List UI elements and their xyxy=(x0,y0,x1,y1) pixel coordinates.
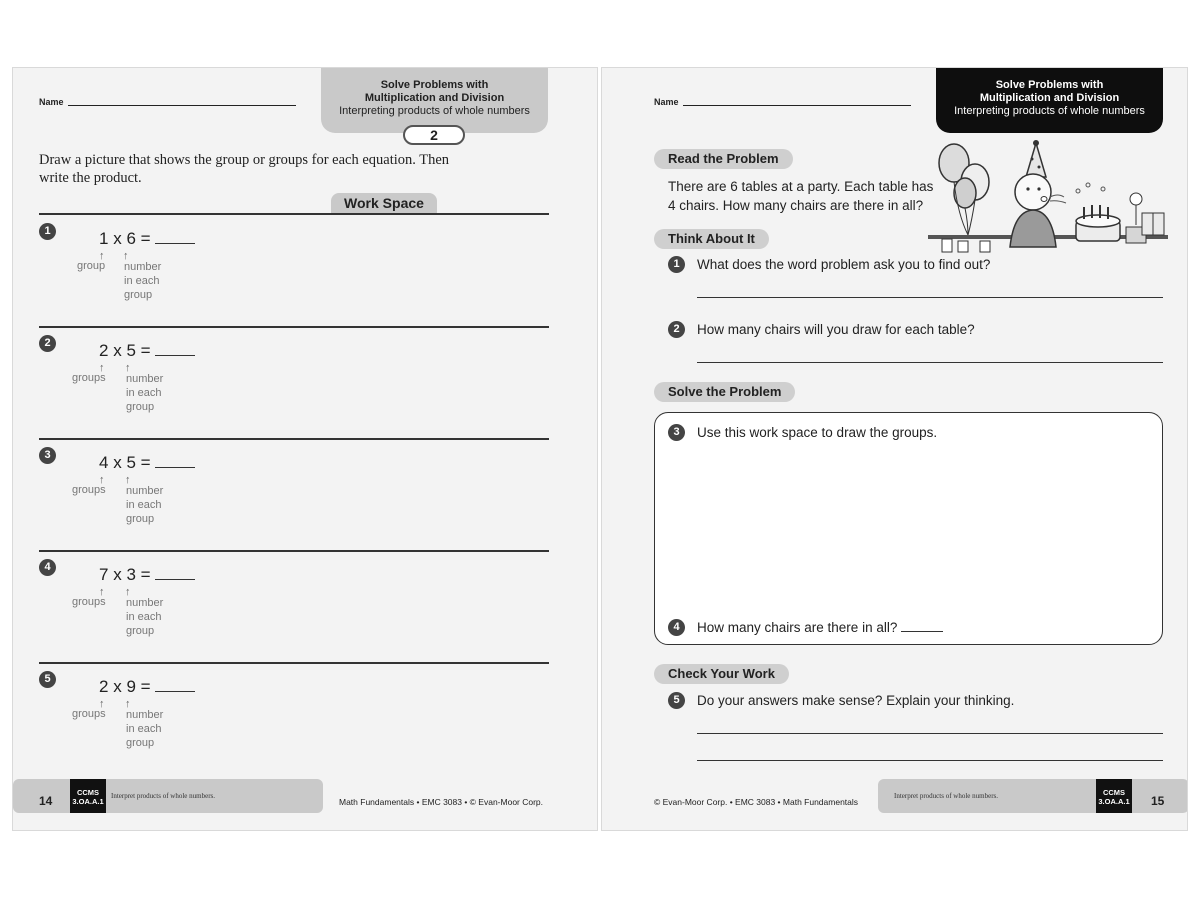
up-arrow-icon: ↑ xyxy=(99,362,105,374)
question-number-badge: 2 xyxy=(668,321,685,338)
right-worksheet-page xyxy=(601,67,1188,831)
name-label: Name xyxy=(654,97,679,107)
page-number: 14 xyxy=(39,794,53,808)
problem-1 xyxy=(39,223,339,323)
count-each: 3 xyxy=(126,565,136,584)
equals-sign: = xyxy=(140,677,151,696)
answer-line[interactable] xyxy=(697,362,1163,363)
problem-3 xyxy=(39,447,339,547)
name-line xyxy=(68,105,296,106)
up-arrow-icon: ↑ xyxy=(99,474,105,486)
answer-blank[interactable] xyxy=(155,454,195,468)
group-label: groups xyxy=(72,596,106,608)
up-arrow-icon: ↑ xyxy=(125,698,131,710)
lesson-title-line2: Multiplication and Division xyxy=(979,92,1120,104)
question-number-badge: 3 xyxy=(668,424,685,441)
problem-4 xyxy=(39,559,339,659)
up-arrow-icon: ↑ xyxy=(99,586,105,598)
problem-number-badge: 3 xyxy=(39,447,56,464)
drawing-work-space[interactable] xyxy=(654,412,1163,645)
unit-number-badge: 2 xyxy=(403,125,465,145)
lesson-subtitle: Interpreting products of whole numbers xyxy=(954,105,1145,117)
group-count: 2 xyxy=(99,341,109,360)
problem-5 xyxy=(39,671,339,771)
equals-sign: = xyxy=(140,341,151,360)
divider-line xyxy=(39,326,549,328)
equation xyxy=(99,677,195,697)
question-3: Use this work space to draw the groups. xyxy=(697,425,938,440)
up-arrow-icon: ↑ xyxy=(125,474,131,486)
answer-line[interactable] xyxy=(697,733,1163,734)
label-line: in each xyxy=(126,723,162,735)
label-line: group xyxy=(126,737,155,749)
count-each: 9 xyxy=(126,677,136,696)
work-space-label: Work Space xyxy=(331,193,437,213)
page-number: 15 xyxy=(1151,794,1165,808)
group-count: 7 xyxy=(99,565,109,584)
question-2: How many chairs will you draw for each table? xyxy=(697,322,975,337)
think-about-it-heading: Think About It xyxy=(654,229,769,249)
label-line: in each xyxy=(126,387,162,399)
label-line: group xyxy=(126,625,155,637)
equals-sign: = xyxy=(140,229,151,248)
count-each: 5 xyxy=(126,453,136,472)
answer-line[interactable] xyxy=(697,297,1163,298)
label-line: number xyxy=(126,485,164,497)
lesson-title-line1: Solve Problems with xyxy=(380,79,489,91)
equation xyxy=(99,565,195,585)
divider-line xyxy=(39,550,549,552)
ccms-code: 3.OA.A.1 xyxy=(72,797,104,806)
equation xyxy=(99,229,195,249)
label-line: group xyxy=(126,401,155,413)
lesson-subtitle: Interpreting products of whole numbers xyxy=(339,105,530,117)
question-number-badge: 1 xyxy=(668,256,685,273)
divider-line xyxy=(39,438,549,440)
answer-blank[interactable] xyxy=(155,230,195,244)
number-in-each-label xyxy=(124,260,184,302)
lesson-title-line2: Multiplication and Division xyxy=(364,92,505,104)
solve-the-problem-heading: Solve the Problem xyxy=(654,382,795,402)
group-count: 2 xyxy=(99,677,109,696)
equation xyxy=(99,341,195,361)
label-line: number xyxy=(126,597,164,609)
equation xyxy=(99,453,195,473)
answer-blank[interactable] xyxy=(155,342,195,356)
up-arrow-icon: ↑ xyxy=(99,698,105,710)
divider-line xyxy=(39,213,549,215)
times-sign: x xyxy=(113,677,122,696)
number-in-each-label xyxy=(126,372,186,414)
group-label: groups xyxy=(72,484,106,496)
name-line xyxy=(683,105,911,106)
group-label: group xyxy=(77,260,106,272)
label-line: in each xyxy=(126,611,162,623)
times-sign: x xyxy=(113,229,122,248)
problem-2 xyxy=(39,335,339,435)
left-worksheet-page xyxy=(12,67,598,831)
times-sign: x xyxy=(113,453,122,472)
times-sign: x xyxy=(113,565,122,584)
lesson-title-tab xyxy=(936,67,1163,133)
problem-text-line-2: 4 chairs. How many chairs are there in all? xyxy=(668,198,924,213)
count-each: 5 xyxy=(126,341,136,360)
ccms-standard-badge xyxy=(70,779,106,813)
ccms-label: CCMS xyxy=(1102,788,1126,797)
up-arrow-icon: ↑ xyxy=(99,250,105,262)
ccms-standard-badge xyxy=(1096,779,1132,813)
publisher-credit: © Evan-Moor Corp. • EMC 3083 • Math Fundamentals xyxy=(654,797,859,807)
question-number-badge: 4 xyxy=(668,619,685,636)
check-your-work-heading: Check Your Work xyxy=(654,664,789,684)
label-line: group xyxy=(124,289,153,301)
number-in-each-label xyxy=(126,596,186,638)
count-each: 6 xyxy=(126,229,136,248)
instructions: Draw a picture that shows the group or groups for each equation. Then write the product. xyxy=(39,152,450,186)
group-label: groups xyxy=(72,708,106,720)
times-sign: x xyxy=(113,341,122,360)
number-in-each-label xyxy=(126,484,186,526)
divider-line xyxy=(39,662,549,664)
birthday-party-illustration xyxy=(928,135,1178,260)
answer-blank[interactable] xyxy=(155,678,195,692)
label-line: in each xyxy=(126,499,162,511)
question-1: What does the word problem ask you to find out? xyxy=(697,257,991,272)
question-4 xyxy=(697,618,943,637)
equals-sign: = xyxy=(140,565,151,584)
question-5: Do your answers make sense? Explain your thinking. xyxy=(697,693,1015,708)
lesson-title-line1: Solve Problems with xyxy=(995,79,1104,91)
up-arrow-icon: ↑ xyxy=(123,250,129,262)
group-count: 1 xyxy=(99,229,109,248)
ccms-label: CCMS xyxy=(76,788,100,797)
answer-blank[interactable] xyxy=(901,620,943,632)
answer-line[interactable] xyxy=(697,760,1163,761)
label-line: number xyxy=(124,261,162,273)
read-the-problem-heading: Read the Problem xyxy=(654,149,793,169)
publisher-credit: Math Fundamentals • EMC 3083 • © Evan-Moor Corp. xyxy=(339,797,544,807)
question-number-badge: 5 xyxy=(668,692,685,709)
problem-number-badge: 5 xyxy=(39,671,56,688)
label-line: number xyxy=(126,373,164,385)
standard-description: Interpret products of whole numbers. xyxy=(894,792,998,800)
number-in-each-label xyxy=(126,708,186,750)
problem-number-badge: 1 xyxy=(39,223,56,240)
standard-description: Interpret products of whole numbers. xyxy=(111,792,215,800)
group-count: 4 xyxy=(99,453,109,472)
up-arrow-icon: ↑ xyxy=(125,362,131,374)
name-label: Name xyxy=(39,97,64,107)
lesson-title-tab xyxy=(321,67,548,133)
label-line: group xyxy=(126,513,155,525)
equals-sign: = xyxy=(140,453,151,472)
label-line: in each xyxy=(124,275,160,287)
ccms-code: 3.OA.A.1 xyxy=(1098,797,1130,806)
up-arrow-icon: ↑ xyxy=(125,586,131,598)
problem-number-badge: 4 xyxy=(39,559,56,576)
group-label: groups xyxy=(72,372,106,384)
answer-blank[interactable] xyxy=(155,566,195,580)
problem-text-line-1: There are 6 tables at a party. Each table has xyxy=(668,179,934,194)
problem-number-badge: 2 xyxy=(39,335,56,352)
question-4-text: How many chairs are there in all? xyxy=(697,620,898,635)
label-line: number xyxy=(126,709,164,721)
